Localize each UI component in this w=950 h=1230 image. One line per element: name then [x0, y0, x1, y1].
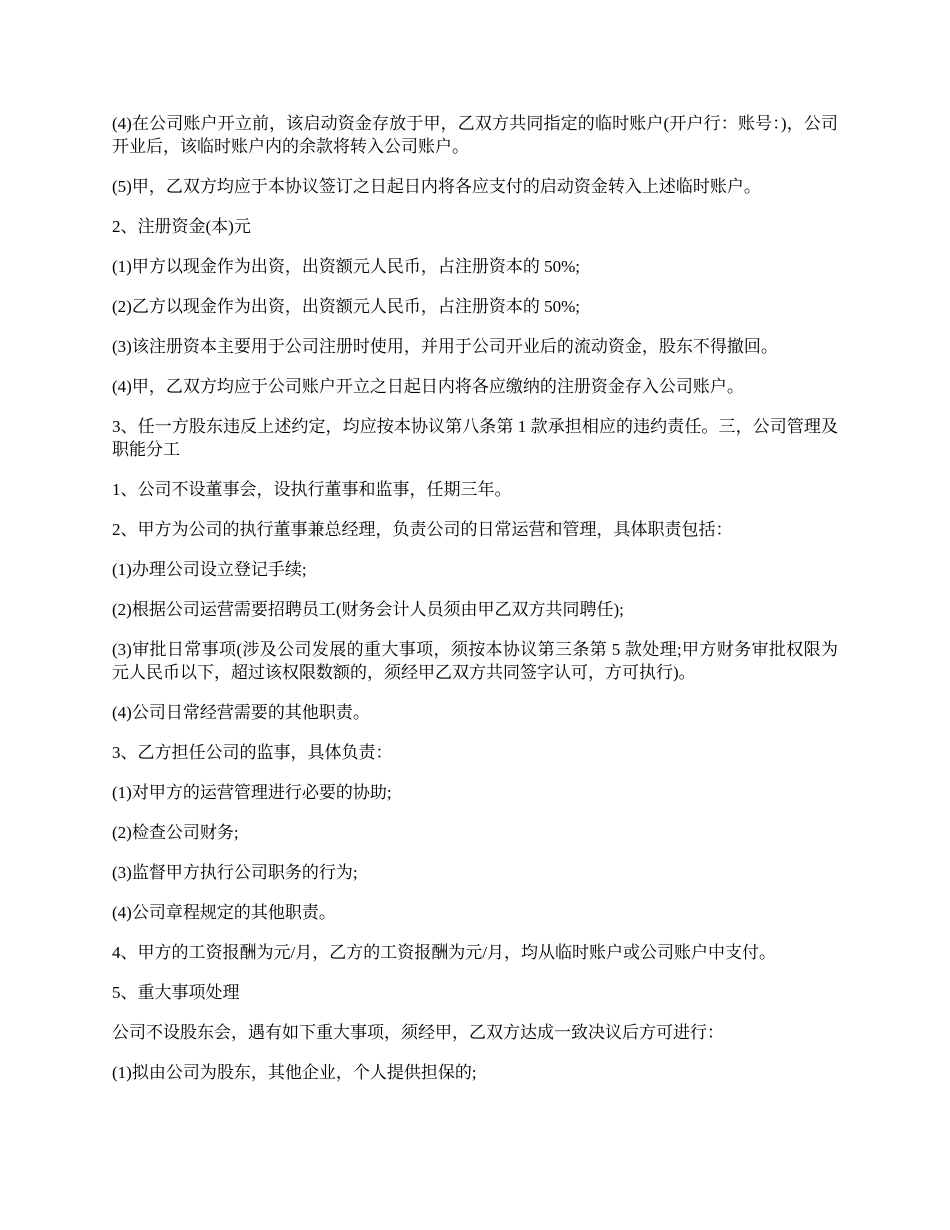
- paragraph-transfer-startup-funds: (5)甲，乙双方均应于本协议签订之日起日内将各应支付的启动资金转入上述临时账户。: [112, 177, 761, 196]
- paragraph-capital-deposit: (4)甲，乙双方均应于公司账户开立之日起日内将各应缴纳的注册资金存入公司账户。: [112, 377, 744, 396]
- document-page: [112, 112, 838, 1101]
- list-item-other-duties-a: (4)公司日常经营需要的其他职责。: [112, 703, 370, 722]
- paragraph-capital-usage: (3)该注册资本主要用于公司注册时使用，并用于公司开业后的流动资金，股东不得撤回。: [112, 337, 778, 356]
- list-item-approval: (3)审批日常事项(涉及公司发展的重大事项，须按本协议第三条第 5 款处理;甲方财务审批权限为元人民币以下，超过该权限数额的，须经甲乙双方共同签字认可，方可执行)。: [112, 640, 838, 682]
- paragraph-no-board: 1、公司不设董事会，设执行董事和监事，任期三年。: [112, 480, 512, 499]
- paragraph-major-matters-intro: 公司不设股东会，遇有如下重大事项，须经甲，乙双方达成一致决议后方可进行：: [112, 1023, 724, 1042]
- section-major-matters-heading: 5、重大事项处理: [112, 983, 240, 1002]
- list-item-hiring: (2)根据公司运营需要招聘员工(财务会计人员须由甲乙双方共同聘任);: [112, 600, 624, 619]
- paragraph-party-b-contribution: (2)乙方以现金作为出资，出资额元人民币，占注册资本的 50%;: [112, 297, 580, 316]
- list-item-check-finance: (2)检查公司财务;: [112, 823, 239, 842]
- paragraph-salary: 4、甲方的工资报酬为元/月，乙方的工资报酬为元/月，均从临时账户或公司账户中支付。: [112, 943, 776, 962]
- paragraph-temp-account: (4)在公司账户开立前，该启动资金存放于甲，乙双方共同指定的临时账户(开户行：账号：)，公司开业后，该临时账户内的余款将转入公司账户。: [112, 114, 838, 156]
- paragraph-party-b-supervisor: 3、乙方担任公司的监事，具体负责：: [112, 743, 393, 762]
- list-item-assist: (1)对甲方的运营管理进行必要的协助;: [112, 783, 392, 802]
- list-item-guarantee: (1)拟由公司为股东，其他企业，个人提供担保的;: [112, 1063, 477, 1082]
- paragraph-breach-and-management-heading: 3、任一方股东违反上述约定，均应按本协议第八条第 1 款承担相应的违约责任。三，公司管理及职能分工: [112, 417, 838, 459]
- list-item-registration: (1)办理公司设立登记手续;: [112, 560, 307, 579]
- list-item-other-duties-b: (4)公司章程规定的其他职责。: [112, 903, 336, 922]
- paragraph-party-a-duties-intro: 2、甲方为公司的执行董事兼总经理，负责公司的日常运营和管理，具体职责包括：: [112, 520, 733, 539]
- section-registered-capital-heading: 2、注册资金(本)元: [112, 217, 251, 236]
- list-item-supervise: (3)监督甲方执行公司职务的行为;: [112, 863, 358, 882]
- paragraph-party-a-contribution: (1)甲方以现金作为出资，出资额元人民币，占注册资本的 50%;: [112, 257, 580, 276]
